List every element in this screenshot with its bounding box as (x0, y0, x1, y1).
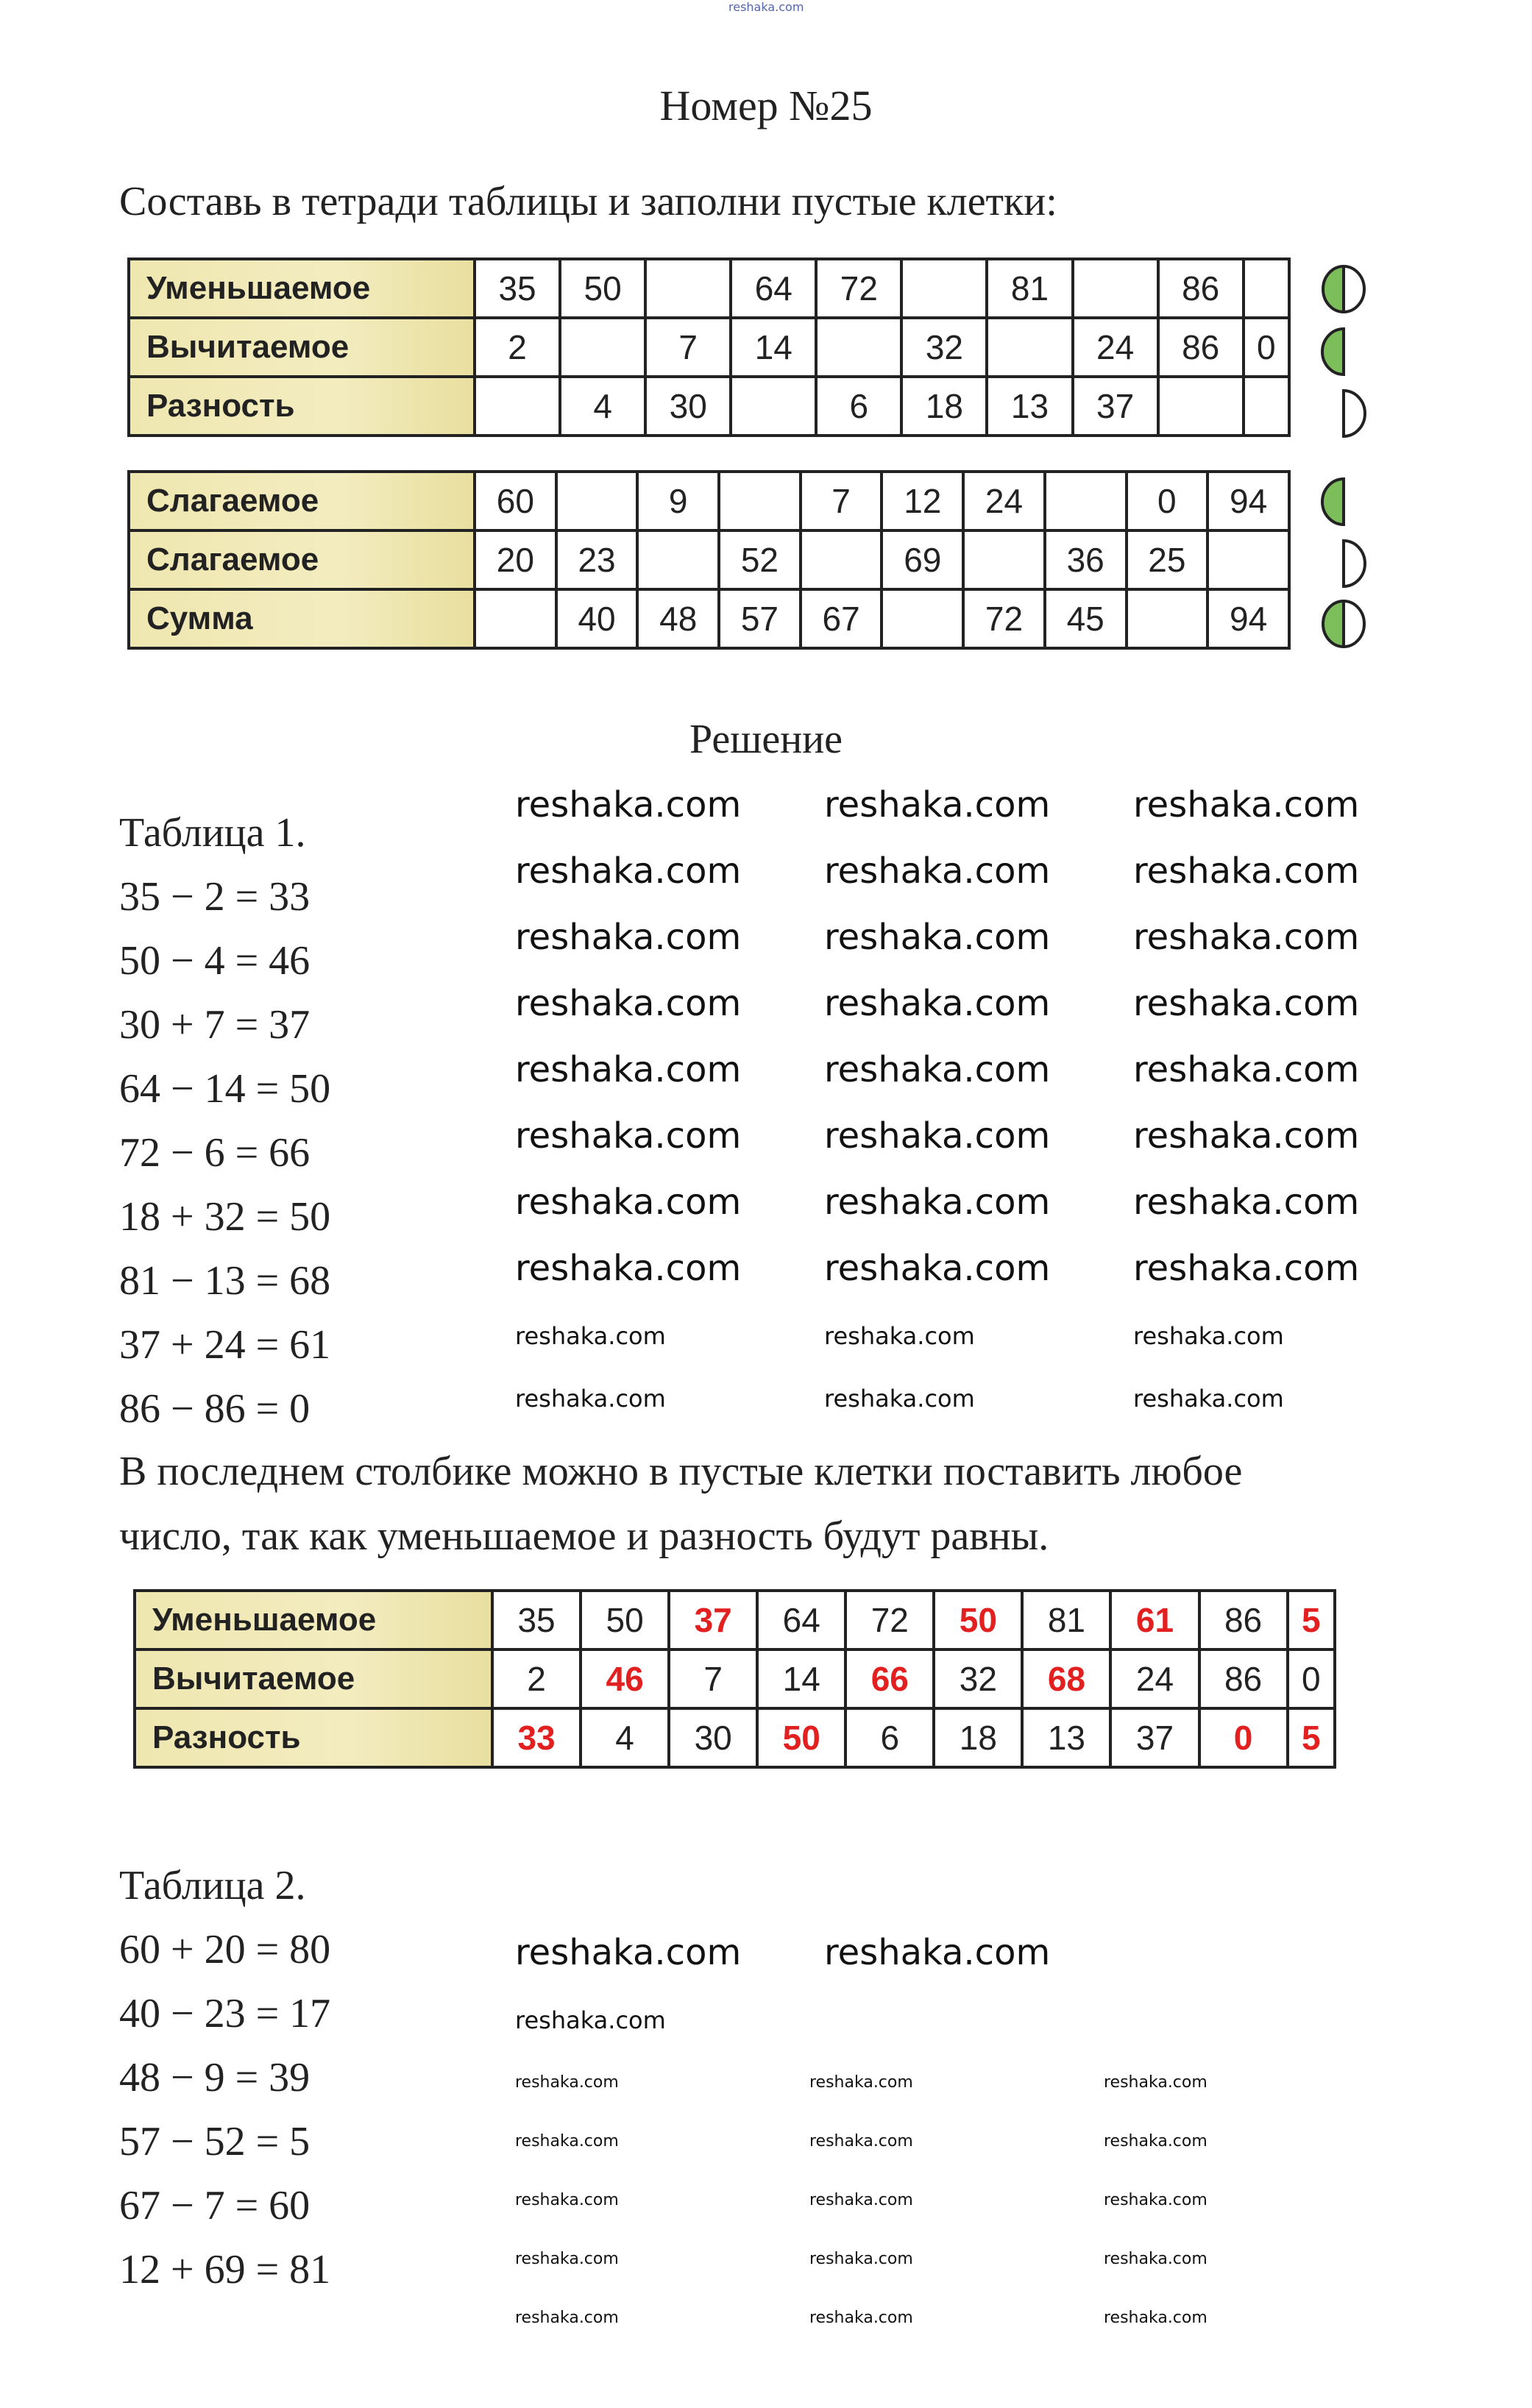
watermark: reshaka.com (515, 2309, 619, 2327)
table-cell (731, 377, 816, 436)
watermark: reshaka.com (824, 1049, 1051, 1090)
watermark: reshaka.com (809, 2191, 913, 2209)
table-cell: 0 (1244, 318, 1289, 377)
watermark: reshaka.com (824, 1322, 975, 1350)
table-cell: 45 (1045, 589, 1127, 648)
watermark: reshaka.com (515, 784, 742, 825)
table-cell (1073, 259, 1158, 318)
watermark: reshaka.com (515, 2191, 619, 2209)
table-cell: 30 (669, 1708, 757, 1767)
table-cell: 67 (801, 589, 882, 648)
table2-heading: Таблица 2. (119, 1863, 306, 1908)
table-cell (1127, 589, 1208, 648)
table-cell: 72 (845, 1591, 934, 1649)
table-row (129, 377, 1289, 436)
watermark: reshaka.com (515, 1115, 742, 1157)
watermark: reshaka.com (515, 1248, 742, 1289)
table-cell: 32 (901, 318, 987, 377)
table-cell (1207, 530, 1289, 589)
watermark: reshaka.com (1133, 1182, 1360, 1223)
watermark: reshaka.com (824, 917, 1051, 958)
table-cell: 2 (492, 1649, 581, 1708)
table-cell (475, 377, 560, 436)
table1-heading: Таблица 1. (119, 810, 306, 856)
watermark: reshaka.com (515, 2073, 619, 2092)
watermark: reshaka.com (809, 2250, 913, 2268)
solution-heading: Решение (689, 717, 843, 762)
answer-cell: 5 (1288, 1591, 1335, 1649)
watermark: reshaka.com (1133, 917, 1360, 958)
watermark: reshaka.com (1133, 784, 1360, 825)
table-cell: 37 (1110, 1708, 1199, 1767)
watermark: reshaka.com (515, 983, 742, 1024)
watermark: reshaka.com (515, 2132, 619, 2150)
watermark: reshaka.com (809, 2132, 913, 2150)
table-cell (475, 589, 556, 648)
top-watermark: reshaka.com (728, 0, 804, 14)
watermark: reshaka.com (1104, 2250, 1207, 2268)
left-half-green-icon (1321, 326, 1366, 377)
table-cell (645, 259, 731, 318)
equation: 81 − 13 = 68 (119, 1258, 331, 1304)
watermark: reshaka.com (824, 784, 1051, 825)
table-cell: 36 (1045, 530, 1127, 589)
answer-cell: 61 (1110, 1591, 1199, 1649)
equation: 40 − 23 = 17 (119, 1991, 331, 2036)
table-cell: 7 (801, 472, 882, 530)
watermark: reshaka.com (824, 850, 1051, 892)
watermark: reshaka.com (824, 1115, 1051, 1157)
table-cell: 6 (816, 377, 901, 436)
table-cell: 0 (1127, 472, 1208, 530)
watermark: reshaka.com (824, 983, 1051, 1024)
table-row (129, 472, 1289, 530)
watermark: reshaka.com (1133, 1322, 1284, 1350)
table-cell: 2 (475, 318, 560, 377)
watermark: reshaka.com (515, 1385, 666, 1413)
watermark: reshaka.com (1104, 2132, 1207, 2150)
note-line-1: В последнем столбике можно в пустые клетки поставить любое (119, 1449, 1243, 1494)
table-cell: 50 (560, 259, 645, 318)
watermark: reshaka.com (1133, 1248, 1360, 1289)
table-cell: 60 (475, 472, 556, 530)
right-half-outline-icon (1321, 538, 1366, 589)
table-row (129, 589, 1289, 648)
table-cell: 20 (475, 530, 556, 589)
watermark: reshaka.com (1104, 2191, 1207, 2209)
table-cell: 94 (1207, 472, 1289, 530)
table-cell: 9 (637, 472, 719, 530)
equation: 72 − 6 = 66 (119, 1130, 311, 1176)
equation: 37 + 24 = 61 (119, 1322, 331, 1368)
table-cell: 13 (987, 377, 1072, 436)
table-cell: 23 (556, 530, 638, 589)
table-cell (816, 318, 901, 377)
table-cell: 52 (719, 530, 801, 589)
table-cell: 7 (645, 318, 731, 377)
answer-cell: 46 (581, 1649, 669, 1708)
table-cell (1244, 377, 1289, 436)
row-label: Сумма (129, 589, 475, 648)
table-cell: 48 (637, 589, 719, 648)
watermark: reshaka.com (1133, 850, 1360, 892)
row-label: Уменьшаемое (129, 259, 475, 318)
row-label: Уменьшаемое (135, 1591, 492, 1649)
watermark: reshaka.com (515, 1049, 742, 1090)
table-cell: 12 (882, 472, 963, 530)
table-cell: 24 (1073, 318, 1158, 377)
watermark: reshaka.com (515, 1932, 742, 1973)
table-cell: 81 (1022, 1591, 1110, 1649)
table-cell (1045, 472, 1127, 530)
watermark: reshaka.com (824, 1932, 1051, 1973)
table-cell: 14 (731, 318, 816, 377)
watermark: reshaka.com (515, 1182, 742, 1223)
table-cell: 37 (1073, 377, 1158, 436)
watermark: reshaka.com (824, 1385, 975, 1413)
table-cell: 72 (816, 259, 901, 318)
watermark: reshaka.com (824, 1182, 1051, 1223)
equation: 67 − 7 = 60 (119, 2183, 311, 2228)
table-cell: 86 (1199, 1591, 1288, 1649)
equation: 35 − 2 = 33 (119, 874, 311, 920)
watermark: reshaka.com (515, 1322, 666, 1350)
table-cell (963, 530, 1045, 589)
answer-cell: 68 (1022, 1649, 1110, 1708)
watermark: reshaka.com (1133, 983, 1360, 1024)
table-cell (801, 530, 882, 589)
task-table-subtraction (127, 258, 1291, 437)
table-cell: 57 (719, 589, 801, 648)
task-instruction: Составь в тетради таблицы и заполни пустые клетки: (119, 179, 1057, 224)
table-cell: 6 (845, 1708, 934, 1767)
answer-table (133, 1589, 1336, 1769)
full-circle-half-green-icon (1321, 598, 1366, 650)
table-cell: 7 (669, 1649, 757, 1708)
table-cell: 4 (560, 377, 645, 436)
table-cell (1158, 377, 1244, 436)
table-row (129, 318, 1289, 377)
equation: 48 − 9 = 39 (119, 2055, 311, 2100)
answer-cell: 50 (934, 1591, 1022, 1649)
equation: 64 − 14 = 50 (119, 1066, 331, 1112)
table-cell: 18 (934, 1708, 1022, 1767)
table-cell (882, 589, 963, 648)
equation: 60 + 20 = 80 (119, 1927, 331, 1972)
left-half-green-icon (1321, 476, 1366, 528)
full-circle-half-green-icon (1321, 263, 1366, 315)
page-title: Номер №25 (659, 82, 873, 129)
row-label: Вычитаемое (129, 318, 475, 377)
table-cell: 64 (731, 259, 816, 318)
table-cell: 86 (1158, 318, 1244, 377)
equation: 12 + 69 = 81 (119, 2247, 331, 2292)
equation: 57 − 52 = 5 (119, 2119, 311, 2164)
table-cell: 69 (882, 530, 963, 589)
table-cell: 81 (987, 259, 1072, 318)
watermark: reshaka.com (809, 2309, 913, 2327)
answer-cell: 50 (757, 1708, 845, 1767)
watermark: reshaka.com (1133, 1385, 1284, 1413)
watermark: reshaka.com (1104, 2073, 1207, 2092)
watermark: reshaka.com (809, 2073, 913, 2092)
watermark: reshaka.com (515, 2250, 619, 2268)
equation: 18 + 32 = 50 (119, 1194, 331, 1240)
table-row (129, 259, 1289, 318)
table-cell: 72 (963, 589, 1045, 648)
row-label: Вычитаемое (135, 1649, 492, 1708)
table-row (135, 1708, 1335, 1767)
table-cell: 40 (556, 589, 638, 648)
answer-cell: 0 (1199, 1708, 1288, 1767)
watermark: reshaka.com (515, 2006, 666, 2034)
table-cell (901, 259, 987, 318)
table-row (129, 530, 1289, 589)
table-cell (556, 472, 638, 530)
watermark: reshaka.com (515, 850, 742, 892)
table-row (135, 1591, 1335, 1649)
watermark: reshaka.com (1133, 1049, 1360, 1090)
table-cell (1244, 259, 1289, 318)
table-cell: 4 (581, 1708, 669, 1767)
table-cell: 24 (1110, 1649, 1199, 1708)
row-label: Разность (129, 377, 475, 436)
table-cell: 14 (757, 1649, 845, 1708)
table-cell (560, 318, 645, 377)
table-cell: 64 (757, 1591, 845, 1649)
table-cell (719, 472, 801, 530)
row-label: Разность (135, 1708, 492, 1767)
table-cell: 94 (1207, 589, 1289, 648)
table-cell: 86 (1158, 259, 1244, 318)
watermark: reshaka.com (1133, 1115, 1360, 1157)
answer-cell: 5 (1288, 1708, 1335, 1767)
table-cell: 25 (1127, 530, 1208, 589)
answer-cell: 33 (492, 1708, 581, 1767)
right-half-outline-icon (1321, 388, 1366, 439)
watermark: reshaka.com (824, 1248, 1051, 1289)
table-row (135, 1649, 1335, 1708)
equation: 86 − 86 = 0 (119, 1386, 311, 1432)
row-label: Слагаемое (129, 530, 475, 589)
table-cell: 32 (934, 1649, 1022, 1708)
answer-cell: 37 (669, 1591, 757, 1649)
table-cell: 13 (1022, 1708, 1110, 1767)
watermark: reshaka.com (515, 917, 742, 958)
table-cell: 35 (475, 259, 560, 318)
table-cell: 50 (581, 1591, 669, 1649)
note-line-2: число, так как уменьшаемое и разность будут равны. (119, 1513, 1049, 1559)
table-cell (637, 530, 719, 589)
table-cell: 35 (492, 1591, 581, 1649)
equation: 30 + 7 = 37 (119, 1002, 311, 1048)
task-table-addition (127, 470, 1291, 650)
equation: 50 − 4 = 46 (119, 938, 311, 984)
table-cell (987, 318, 1072, 377)
table-cell: 24 (963, 472, 1045, 530)
table-cell: 86 (1199, 1649, 1288, 1708)
table-cell: 30 (645, 377, 731, 436)
answer-cell: 66 (845, 1649, 934, 1708)
watermark: reshaka.com (1104, 2309, 1207, 2327)
table-cell: 18 (901, 377, 987, 436)
row-label: Слагаемое (129, 472, 475, 530)
table-cell: 0 (1288, 1649, 1335, 1708)
